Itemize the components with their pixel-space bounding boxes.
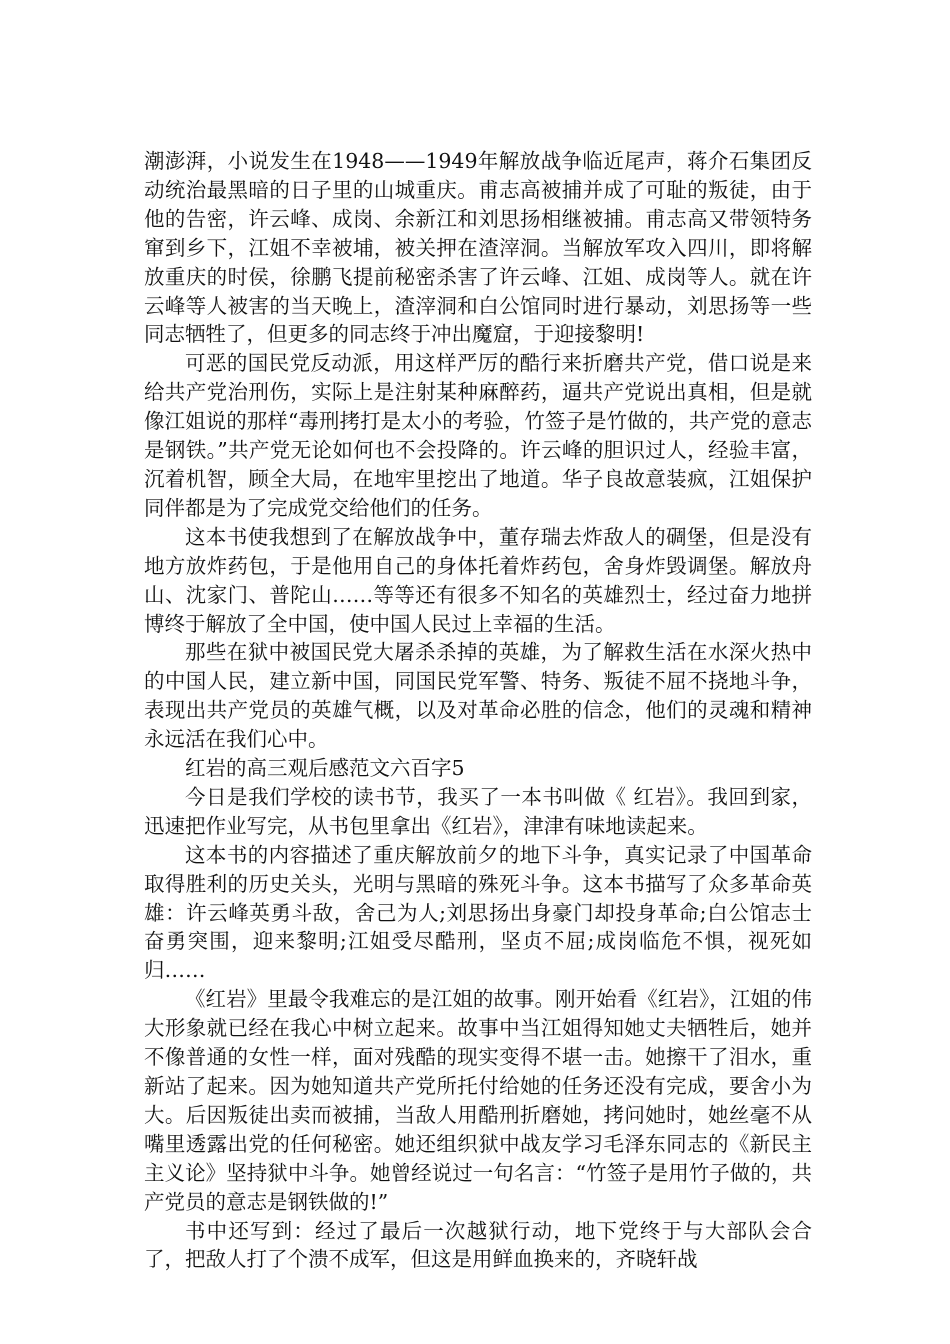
paragraph-reading-day: 今日是我们学校的读书节，我买了一本书叫做《 红岩》。我回到家，迅速把作业写完，从书包里拿出《红岩》，津津有味地读起来。 [144, 784, 812, 838]
paragraph-final-escape: 书中还写到：经过了最后一次越狱行动，地下党终于与大部队会合了，把敌人打了个溃不成军，但这是用鲜血换来的，齐晓轩战 [144, 1218, 812, 1272]
essay-title: 红岩的高三观后感范文六百字5 [185, 756, 465, 781]
paragraph-dong-cunrui: 这本书使我想到了在解放战争中，董存瑞去炸敌人的碉堡，但是没有地方放炸药包，于是他用自己的身体托着炸药包，舍身炸毁调堡。解放舟山、沈家门、普陀山……等等还有很多不知名的英雄烈士，经过奋力地拼博终于解放了全中国，使中国人民过上幸福的生活。 [144, 524, 812, 636]
paragraph-story-summary: 潮澎湃，小说发生在1948——1949年解放战争临近尾声，蒋介石集团反动统治最黑暗的日子里的山城重庆。甫志高被捕并成了可耻的叛徒，由于他的告密，许云峰、成岗、余新江和刘思扬相继被捕。甫志高又带领特务窜到乡下，江姐不幸被埔，被关押在渣滓洞。当解放军攻入四川，即将解放重庆的时侯，徐鹏飞提前秘密杀害了许云峰、江姐、成岗等人。就在许云峰等人被害的当天晚上，渣滓洞和白公馆同时进行暴动，刘思扬等一些同志牺牲了，但更多的同志终于冲出魔窟，于迎接黎明! [144, 149, 812, 347]
paragraph-torture: 可恶的国民党反动派，用这样严厉的酷行来折磨共产党，借口说是来给共产党治刑伤，实际上是注射某种麻醉药，逼共产党说出真相，但是就像江姐说的那样“毒刑拷打是太小的考验，竹签子是竹做的，共产党的意志是钢铁。”共产党无论如何也不会投降的。许云峰的胆识过人，经验丰富，沉着机智，顾全大局，在地牢里挖出了地道。华子良故意装疯，江姐保护同伴都是为了完成党交给他们的任务。 [144, 351, 812, 520]
paragraph-book-content: 这本书的内容描述了重庆解放前夕的地下斗争，真实记录了中国革命取得胜利的历史关头，光明与黑暗的殊死斗争。这本书描写了众多革命英雄：许云峰英勇斗敌，舍己为人;刘思扬出身豪门却投身革命;白公馆志士奋勇突围，迎来黎明;江姐受尽酷刑，坚贞不屈;成岗临危不惧，视死如归…… [144, 842, 812, 983]
document-body [144, 147, 812, 1274]
paragraph-sister-jiang: 《红岩》里最令我难忘的是江姐的故事。刚开始看《红岩》，江姐的伟大形象就已经在我心中树立起来。故事中当江姐得知她丈夫牺牲后，她并不像普通的女性一样，面对残酷的现实变得不堪一击。她擦干了泪水，重新站了起来。因为她知道共产党所托付给她的任务还没有完成，要舍小为大。后因叛徒出卖而被捕，当敌人用酷刑折磨她，拷问她时，她丝毫不从嘴里透露出党的任何秘密。她还组织狱中战友学习毛泽东同志的《新民主主义论》坚持狱中斗争。她曾经说过一句名言：“竹签子是用竹子做的，共产党员的意志是钢铁做的!” [144, 987, 812, 1214]
paragraph-heroes: 那些在狱中被国民党大屠杀杀掉的英雄，为了解救生活在水深火热中的中国人民，建立新中国，同国民党军警、特务、叛徒不屈不挠地斗争，表现出共产党员的英雄气概，以及对革命必胜的信念，他们的灵魂和精神永远活在我们心中。 [144, 640, 812, 752]
